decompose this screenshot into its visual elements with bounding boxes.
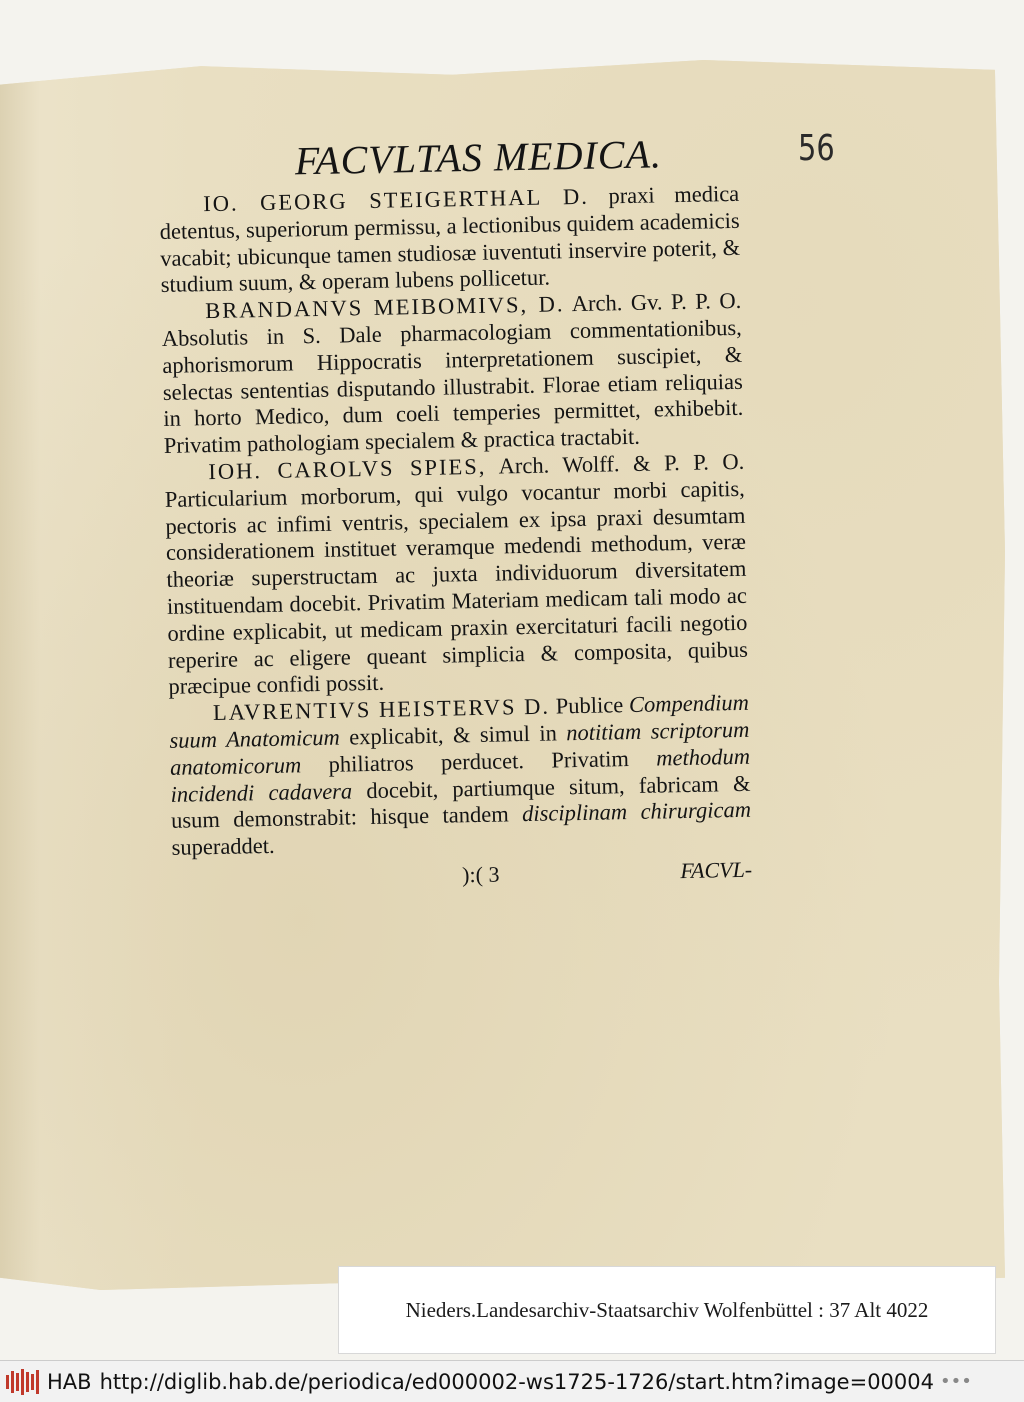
archive-label: Nieders.Landesarchiv-Staatsarchiv Wolfenbüttel : 37 Alt 4022 — [338, 1266, 996, 1354]
page-number: 56 — [798, 128, 835, 169]
entry-text-italic: notitiam scriptorum anatomicorum — [169, 716, 750, 780]
brand-label: HAB — [47, 1369, 92, 1394]
entry-text-part: philiatros perducet. Privatim — [301, 745, 657, 778]
entry-paragraph — [164, 449, 749, 701]
signature-mark: ):( 3 — [461, 861, 500, 888]
entry-text: praxi medica detentus, superiorum permissu, a lectionibus quidem academicis vacabit; ubicunque tamen studiosæ iuventuti inservire poterit, & studium suum, & operam lubens pollicetur. — [159, 180, 741, 298]
professor-name: IO. GEORG STEIGERTHAL D. — [202, 183, 590, 217]
professor-name: LAVRENTIVS HEISTERVS D. — [212, 693, 551, 726]
entry-paragraph — [161, 288, 744, 460]
entry-paragraph — [169, 690, 752, 862]
entry-text-part: docebit, partiumque situm, fabricam & usum demonstrabit: hisque tandem — [170, 770, 751, 834]
entry-text-part: superaddet. — [171, 833, 275, 860]
page-url[interactable]: http://diglib.hab.de/periodica/ed000002-ws1725-1726/start.htm?image=00004 — [99, 1369, 934, 1394]
catchword: FACVL- — [680, 856, 753, 884]
professor-name: IOH. CAROLVS SPIES, — [208, 453, 487, 485]
hab-logo-icon — [6, 1369, 39, 1395]
entry-text-part: Publice — [555, 692, 630, 719]
entry-text: Arch. Wolff. & P. P. O. Particularium morborum, qui vulgo vocantur morbi capitis, pectoris ac infimi ventris, specialem ex ipsa praxi desumtam considerationem instituet veramque medendi methodum, veræ theoriæ superstructam ac juxta individuorum diversitatem instituendam docebit. Privatim Materiam medicam tali modo ac ordine explicabit, ut medicam praxin exercitaturi facili negotio reperire ac eligere queant simplicia & composita, quibus præcipue confidi possit. — [164, 448, 749, 700]
entry-text-italic: disciplinam chirurgicam — [521, 797, 752, 827]
entry-paragraph — [159, 181, 741, 299]
entry-text-italic: Compendium suum Anatomicum — [169, 689, 750, 753]
professor-name: BRANDANVS MEIBOMIVS, D. — [205, 291, 565, 324]
entry-text-italic: methodum incidendi cadavera — [170, 743, 751, 807]
more-icon[interactable]: ••• — [940, 1371, 972, 1392]
faculty-heading: FACVLTAS MEDICA. — [294, 131, 663, 184]
document-text — [158, 129, 752, 894]
viewer-bottom-bar — [0, 1360, 1024, 1402]
entry-text: Arch. Gv. P. P. O. Absolutis in S. Dale pharmacologiam commentationibus, aphorismorum Hippocratis interpretationem suscipiet, & selectas sententias disputando illustrabit. Florae etiam reliquias in horto Medico, dum coeli temperies permittet, exhibebit. Privatim pathologiam specialem & practica tractabit. — [161, 288, 744, 459]
entry-text-part: explicabit, & simul in — [339, 720, 567, 750]
